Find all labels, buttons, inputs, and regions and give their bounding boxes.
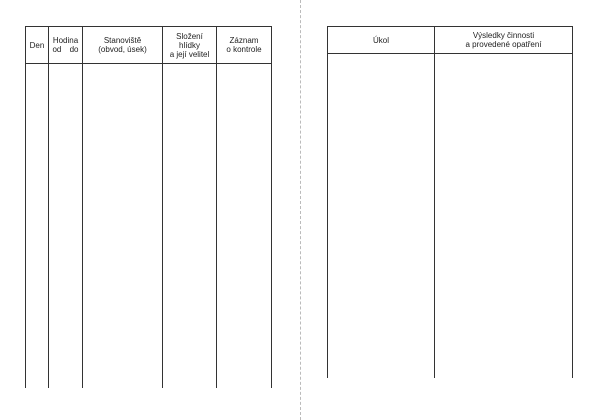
header-row — [328, 27, 573, 54]
column-header-results: Výsledky činnosti a provedené opatření — [435, 27, 573, 54]
cell-record — [217, 64, 272, 389]
cell-patrol — [163, 64, 217, 389]
column-header-station: Stanoviště (obvod, úsek) — [83, 27, 163, 64]
cell-results — [435, 54, 573, 379]
column-header-day: Den — [26, 27, 49, 64]
column-header-patrol: Složení hlídky a její velitel — [163, 27, 217, 64]
header-row — [26, 27, 272, 64]
cell-station — [83, 64, 163, 389]
table-row — [26, 64, 272, 389]
column-header-hour-range: od do — [52, 45, 79, 54]
column-header-hour-title: Hodina — [52, 36, 79, 45]
cell-task — [328, 54, 435, 379]
column-header-record: Záznam o kontrole — [217, 27, 272, 64]
patrol-log-table-right — [327, 26, 573, 378]
right-page — [301, 0, 600, 420]
column-header-hour — [49, 27, 83, 64]
column-header-task: Úkol — [328, 27, 435, 54]
cell-hour — [49, 64, 83, 389]
cell-day — [26, 64, 49, 389]
table-row — [328, 54, 573, 379]
patrol-log-table-left — [25, 26, 272, 388]
